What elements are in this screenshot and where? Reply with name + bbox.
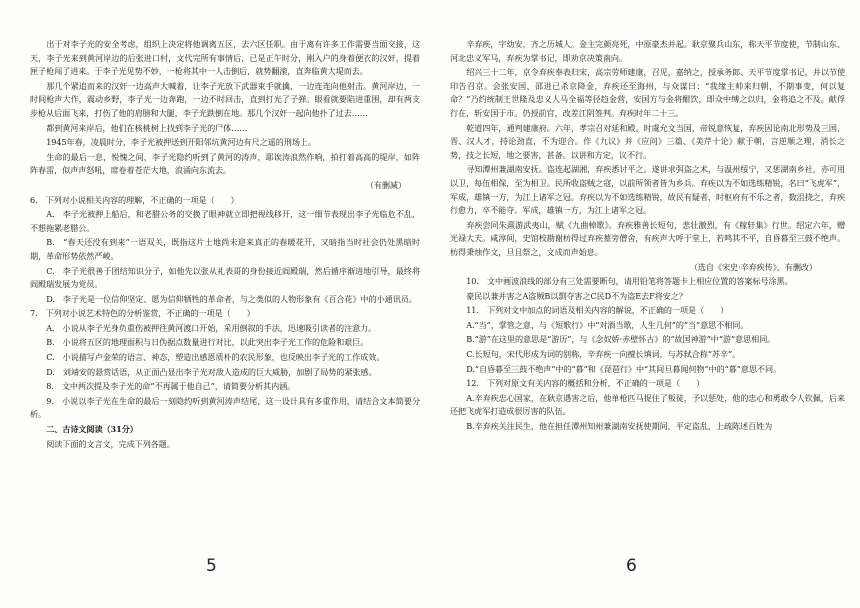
classical-paragraph: 弃疾尝同朱熹游武夷山，赋《九曲棹歌》。弃疾雅善长短句，悲壮激烈，有《稼轩集》行世。绍定六年，赠光禄大夫。咸淳间，史馆校勘谢枋得过弃疾墓旁僧舍，有疾声大呼于堂上，若鸣其不平，自昏暮至三鼓不绝声。枋得秉烛作文，旦且祭之，文成而声始息。 (450, 219, 845, 257)
question-6-option-c: C. 李子光很善于团结知识分子，如他先以张从礼表哥的身份接近阎殿瑞，然后循序渐进地引导，最终将阎殿瑞发展为党员。 (30, 265, 420, 290)
right-page (450, 38, 845, 435)
left-page (30, 38, 420, 452)
question-11-option-b: B.“游”在这里的意思是“游历”，与《念奴娇·赤壁怀古》的“故国神游”中“游”意思相同。 (466, 334, 776, 345)
question-6-stem: 6. 下列对小说相关内容的理解，不正确的一项是（ ） (30, 194, 239, 205)
question-10-line: 豪民以兼并害之A盗贼B以剽夺害之C民D不为盗E去F将安之？ (466, 290, 687, 301)
classical-paragraph: 绍兴三十二年，京令弃疾奉表归宋，高宗劳师建康，召见，嘉纳之，授承务郎、天平节度掌书记，并以节使印告召京。会张安国、邵进已杀京降金，弃疾还至海州，与众谋曰：“我缘主帅来归朝，不期事变，何以复命？”乃约统制王世隆及忠义人马全福等径趋金营，安国方与金将酣饮，即众中缚之以归，金将追之不及。献俘行在，斩安国于市。仍授前官，改差江阴签判。弃疾时年二十三。 (450, 67, 845, 118)
question-10: 10. 文中画波浪线的部分有三处需要断句，请用铅笔将答题卡上相应位置的答案标号涂黑。 (466, 276, 793, 287)
question-7-stem: 7. 下列对小说艺术特色的分析鉴赏，不正确的一项是（ ） (30, 308, 255, 319)
question-11-option-a: A.“当”，掌管之意，与《短歌行》中“对酒当歌，人生几何”的“当”意思不相同。 (466, 319, 749, 330)
section-2-intro: 阅读下面的文言文，完成下列各题。 (46, 438, 175, 449)
question-7-option-b: B. 小说将五区的地理面积与日伪据点数量进行对比，以此突出李子光工作的危险和艰巨。 (46, 337, 369, 348)
story-paragraph: 1945年春，凌晨时分，李子光被押送到开阳邻坑黄河边有尺之遥的刑场上。 (46, 137, 316, 148)
question-7-option-a: A. 小说从李子光身负重伤被押往黄河渡口开始，采用倒叙的手法，迅速吸引读者的注意力。 (46, 322, 377, 333)
story-paragraph: 生命的最后一息，悦愧之间，李子光隐约听到了黄河的涛声，耶诶涛浪然作响，拍打着高高的堤岸，如阵阵春雷，似声声怒吼，席卷着苍茫大地，浪涌向东流去。 (30, 151, 420, 176)
classical-paragraph: 辛弃疾，字幼安，齐之历城人。金主完颜亮死，中原豪杰并起。耿京聚兵山东，称天平节度使，节制山东、河北忠义军马，弃疾为掌书记，即劝京决策南向。 (450, 39, 845, 63)
question-12-option-a: A.辛弃疾忠心国家，在耿京遇害之后，他单枪匹马捉住了叛徒，予以惩处，他的忠心和勇敢令人钦佩，后来还把飞虎军打造成很厉害的队伍。 (450, 392, 845, 417)
classical-paragraph: 乾道四年，通判建康府。六年，孝宗召对延和殿。时虞允文当国，帝锐意恢复，弃疾因论南北形势及三国、晋、汉人才，持论劲直，不为迎合。作《九议》并《应问》三篇、《美芹十论》献于朝，言逆顺之理，消长之势，技之长短，地之要害，甚备。以讲和方定，议不行。 (450, 122, 845, 160)
question-6-option-d: D. 李子光是一位信仰坚定、愿为信仰牺牲的革命者，与之类似的人物形象有《百合花》中的小通讯员。 (46, 293, 417, 304)
question-7-option-d: D. 刘靖安的悬赏话语，从正面凸显出李子光对敌人造成的巨大威胁，加剧了局势的紧张感。 (46, 366, 377, 377)
question-7-option-c: C. 小说描写卢金荣的语言、神态，塑造出感恩质朴的农民形象，也反映出李子光的工作成效。 (46, 352, 385, 363)
question-6-option-b: B. “春天还没有到来”一语双关，既指这片土地尚未迎来真正的春暖花开，又暗指当时社会仍处黑暗时期，革命形势依然严峻。 (30, 237, 420, 261)
story-paragraph: 都到黄河来岸后，他们在核桃树上找到李子光的尸体…… (46, 122, 248, 133)
section-2-heading: 二、古诗文阅读（31分） (46, 424, 138, 435)
question-11-stem: 11. 下列对文中加点的词语及相关内容的解说，不正确的一项是（ ） (466, 305, 729, 316)
page-number-left: 5 (206, 556, 217, 576)
classical-source: （选自《宋史·辛弃疾传》，有删改） (689, 261, 817, 272)
story-paragraph: 出于对李子光的安全考虑，组织上决定将他调离五区，去六区任职。由于离有许多工作需要当面交接，这天，李子光来到黄河岸边的后张进口村，文代完所有事情后，已是正午时分，刚入户的身着便衣的汉奸，提着匣子枪闯了进来。于李子光见势不妙，一枪将其中一人击倒后，就势翻滚，直奔临黄大堤而去。 (30, 39, 420, 77)
story-source: （有删减） (365, 179, 406, 190)
question-6-option-a: A. 李子光被押上船后，和老腊公务的交换了眼神就立即把视线移开，这一细节表现出李子光临危不乱，不想拖累老腊公。 (30, 209, 420, 233)
question-11-option-c: C.长短句，宋代形成为词的别称，辛弃疾一向擅长填词，与苏轼合称“苏辛”。 (466, 349, 741, 360)
question-11-option-d: D.“自昏暮至三鼓不绝声”中的“暮”和《琵琶行》中“其间旦暮闻何物”中的“暮”意思不同。 (466, 363, 782, 374)
page-gutter (428, 30, 429, 578)
story-paragraph: 那几个紧追而来的汉奸一边高声大喊着，让李子光放下武器束手就擒，一边连连向他射击。黄河岸边，一时间枪声大作，震动乡野，李子光一边奔跑，一边不时回击，直到打光了子弹。眼看就要陷进重围，却有两支步枪从后面飞来，打伤了他的肩膀和大腿，李子光跌倒在地。那几个汉奸一起向他扑了过去…… (30, 80, 420, 118)
classical-paragraph: 寻知潭州兼湖南安抚。盗连起湖湘，弃疾悉讨平之。遂讲求弭盗之术，与温州绥宁，又惩湖南乡社，亦可用以卫，每伍相保，至为相卫。民所收盗贼之寇，以前所领者皆为乡兵。弃疾以为不如选练精锐，名曰“飞虎军”，军成，雄镇一方，为江上诸军之冠。弃疾以为不如选练精锐，故民有疑者，时枢府有不乐之者，数沮挠之，弃疾行愈力，卒不能夺。军成，雄镇一方，为江上诸军之冠。 (450, 164, 845, 216)
question-8: 8. 文中两次提及李子光的命“不再属于他自己”，请简要分析其内涵。 (46, 381, 296, 392)
page-number-right: 6 (626, 556, 637, 576)
question-9: 9. 小说以李子光在生命的最后一刻隐约听到黄河涛声结尾，这一设计具有多重作用，请结合文本简要分析。 (30, 395, 420, 420)
question-12-stem: 12. 下列对原文有关内容的概括和分析，不正确的一项是（ ） (466, 378, 705, 389)
question-12-option-b: B.辛弃疾关注民生，他在担任潭州知州兼湖南安抚使期间，平定盗乱，上疏陈述百姓为 (466, 421, 773, 432)
